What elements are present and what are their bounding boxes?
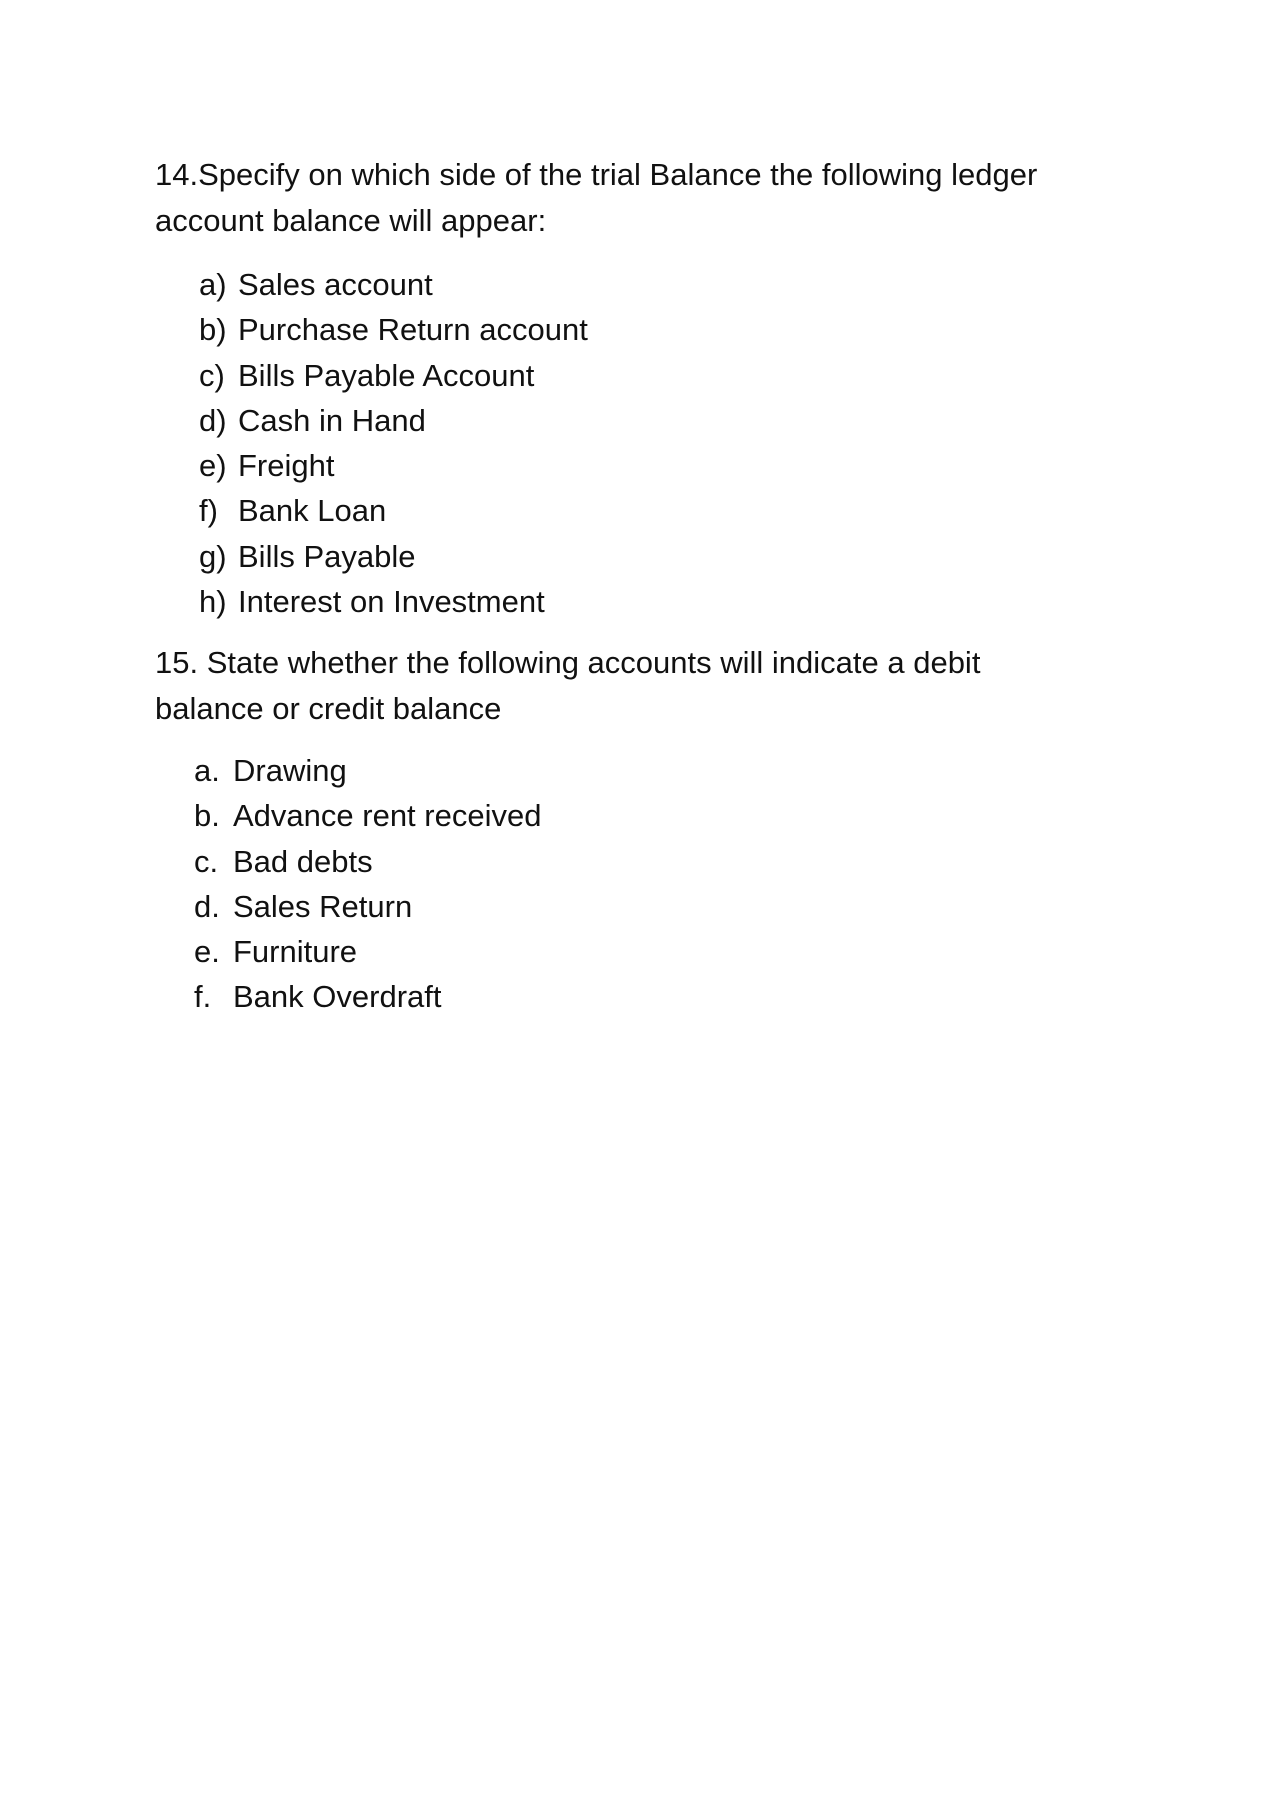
list-item [194, 793, 541, 838]
option-label: Interest on Investment [238, 584, 545, 620]
option-marker: e) [199, 448, 227, 484]
list-item [199, 534, 588, 579]
option-marker: g) [199, 538, 227, 574]
option-marker: d. [194, 888, 220, 924]
option-label: Freight [238, 448, 335, 484]
list-item [194, 929, 541, 974]
option-marker: a) [199, 267, 227, 302]
list-item [194, 884, 541, 929]
option-marker: b) [199, 312, 227, 348]
list-item [199, 579, 588, 624]
question-14-text: 14.Specify on which side of the trial Balance the following ledger account balance will appear: [155, 157, 1038, 238]
option-label: Sales Return [233, 888, 413, 924]
list-item [194, 974, 541, 1019]
list-item [199, 488, 588, 533]
option-label: Advance rent received [233, 798, 542, 834]
option-marker: c) [199, 357, 225, 393]
option-marker: d) [199, 402, 227, 438]
option-label: Cash in Hand [238, 402, 426, 438]
option-marker: f) [199, 493, 218, 529]
option-label: Drawing [233, 753, 347, 788]
option-label: Furniture [233, 934, 358, 970]
option-label: Bills Payable Account [238, 357, 535, 393]
option-label: Bank Loan [238, 493, 387, 529]
option-label: Bills Payable [238, 538, 416, 574]
question-15-text: 15. State whether the following accounts will indicate a debit balance or credit balance [155, 645, 981, 726]
list-item [194, 748, 541, 793]
option-label: Bank Overdraft [233, 979, 442, 1015]
option-marker: c. [194, 843, 219, 879]
option-marker: h) [199, 584, 227, 620]
option-label: Sales account [238, 267, 433, 302]
question-14-options [199, 262, 588, 624]
list-item [194, 839, 541, 884]
option-label: Purchase Return account [238, 312, 588, 348]
option-marker: a. [194, 753, 220, 788]
list-item [199, 353, 588, 398]
list-item [199, 262, 588, 307]
option-label: Bad debts [233, 843, 373, 879]
option-marker: b. [194, 798, 220, 834]
list-item [199, 307, 588, 352]
option-marker: f. [194, 979, 212, 1015]
list-item [199, 443, 588, 488]
option-marker: e. [194, 934, 220, 970]
question-15-options [194, 748, 541, 1020]
list-item [199, 398, 588, 443]
